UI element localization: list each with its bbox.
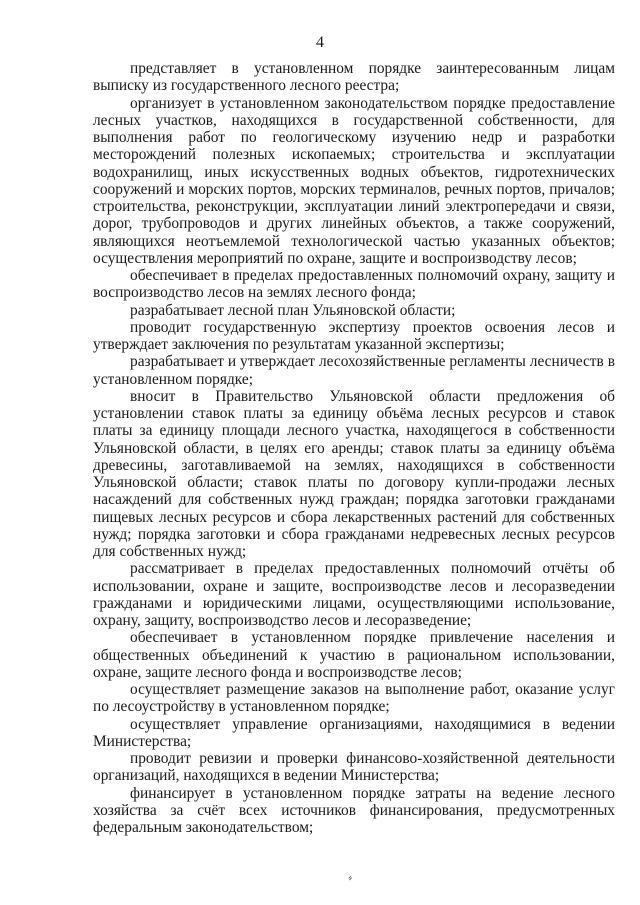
paragraph: вносит в Правительство Ульяновской области предложения об установлении ставок платы за единицу объёма лесных ресурсов и ставок платы за единицу площади лесного участка, находящегося в собственности Ульяновской области, в целях его аренды; ставок платы за единицу объёма древесины, заготавливаемой на землях, находящихся в собственности Ульяновской области; ставок платы по договору купли-продажи лесных насаждений для собственных нужд граждан; порядка заготовки гражданами пищевых лесных ресурсов и сбора лекарственных растений для собственных нужд; порядка заготовки и сбора гражданами недревесных лесных ресурсов для собственных нужд; — [93, 387, 615, 560]
paragraph: проводит ревизии и проверки финансово-хозяйственной деятельности организаций, находящихся в ведении Министерства; — [93, 750, 615, 785]
paragraph: осуществляет управление организациями, находящимися в ведении Министерства; — [93, 715, 615, 750]
paragraph: организует в установленном законодательством порядке предоставление лесных участков, находящихся в государственной собственности, для выполнения работ по геологическому изучению недр и разработки месторождений полезных ископаемых; строительства и эксплуатации водохранилищ, иных искусственных водных объектов, гидротехнических сооружений и морских портов, морских терминалов, речных портов, причалов; строительства, реконструкции, эксплуатации линий электропередачи и связи, дорог, трубопроводов и других линейных объектов, а также сооружений, являющихся неотъемлемой технологической частью указанных объектов; осуществления мероприятий по охране, защите и воспроизводству лесов; — [93, 94, 615, 267]
document-body — [93, 60, 615, 836]
paragraph: обеспечивает в пределах предоставленных полномочий охрану, защиту и воспроизводство лесов на землях лесного фонда; — [93, 267, 615, 302]
scan-mark: ⸗ — [345, 869, 355, 885]
paragraph: представляет в установленном порядке заинтересованным лицам выписку из государственного лесного реестра; — [93, 60, 615, 95]
paragraph: разрабатывает и утверждает лесохозяйственные регламенты лесничеств в установленном порядке; — [93, 353, 615, 388]
paragraph: разрабатывает лесной план Ульяновской области; — [130, 301, 456, 319]
page-number: 4 — [316, 34, 324, 51]
paragraph: рассматривает в пределах предоставленных полномочий отчёты об использовании, охране и защите, воспроизводстве лесов и лесоразведении гражданами и юридическими лицами, осуществляющими использование, охрану, защиту, воспроизводство лесов и лесоразведение; — [93, 560, 615, 629]
paragraph: проводит государственную экспертизу проектов освоения лесов и утверждает заключения по результатам указанной экспертизы; — [93, 318, 615, 353]
paragraph: обеспечивает в установленном порядке привлечение населения и общественных объединений к участию в рациональном использовании, охране, защите лесного фонда и воспроизводстве лесов; — [93, 629, 615, 681]
paragraph: финансирует в установленном порядке затраты на ведение лесного хозяйства за счёт всех источников финансирования, предусмотренных федеральным законодательством; — [93, 784, 615, 836]
paragraph: осуществляет размещение заказов на выполнение работ, оказание услуг по лесоустройству в установленном порядке; — [93, 681, 615, 716]
